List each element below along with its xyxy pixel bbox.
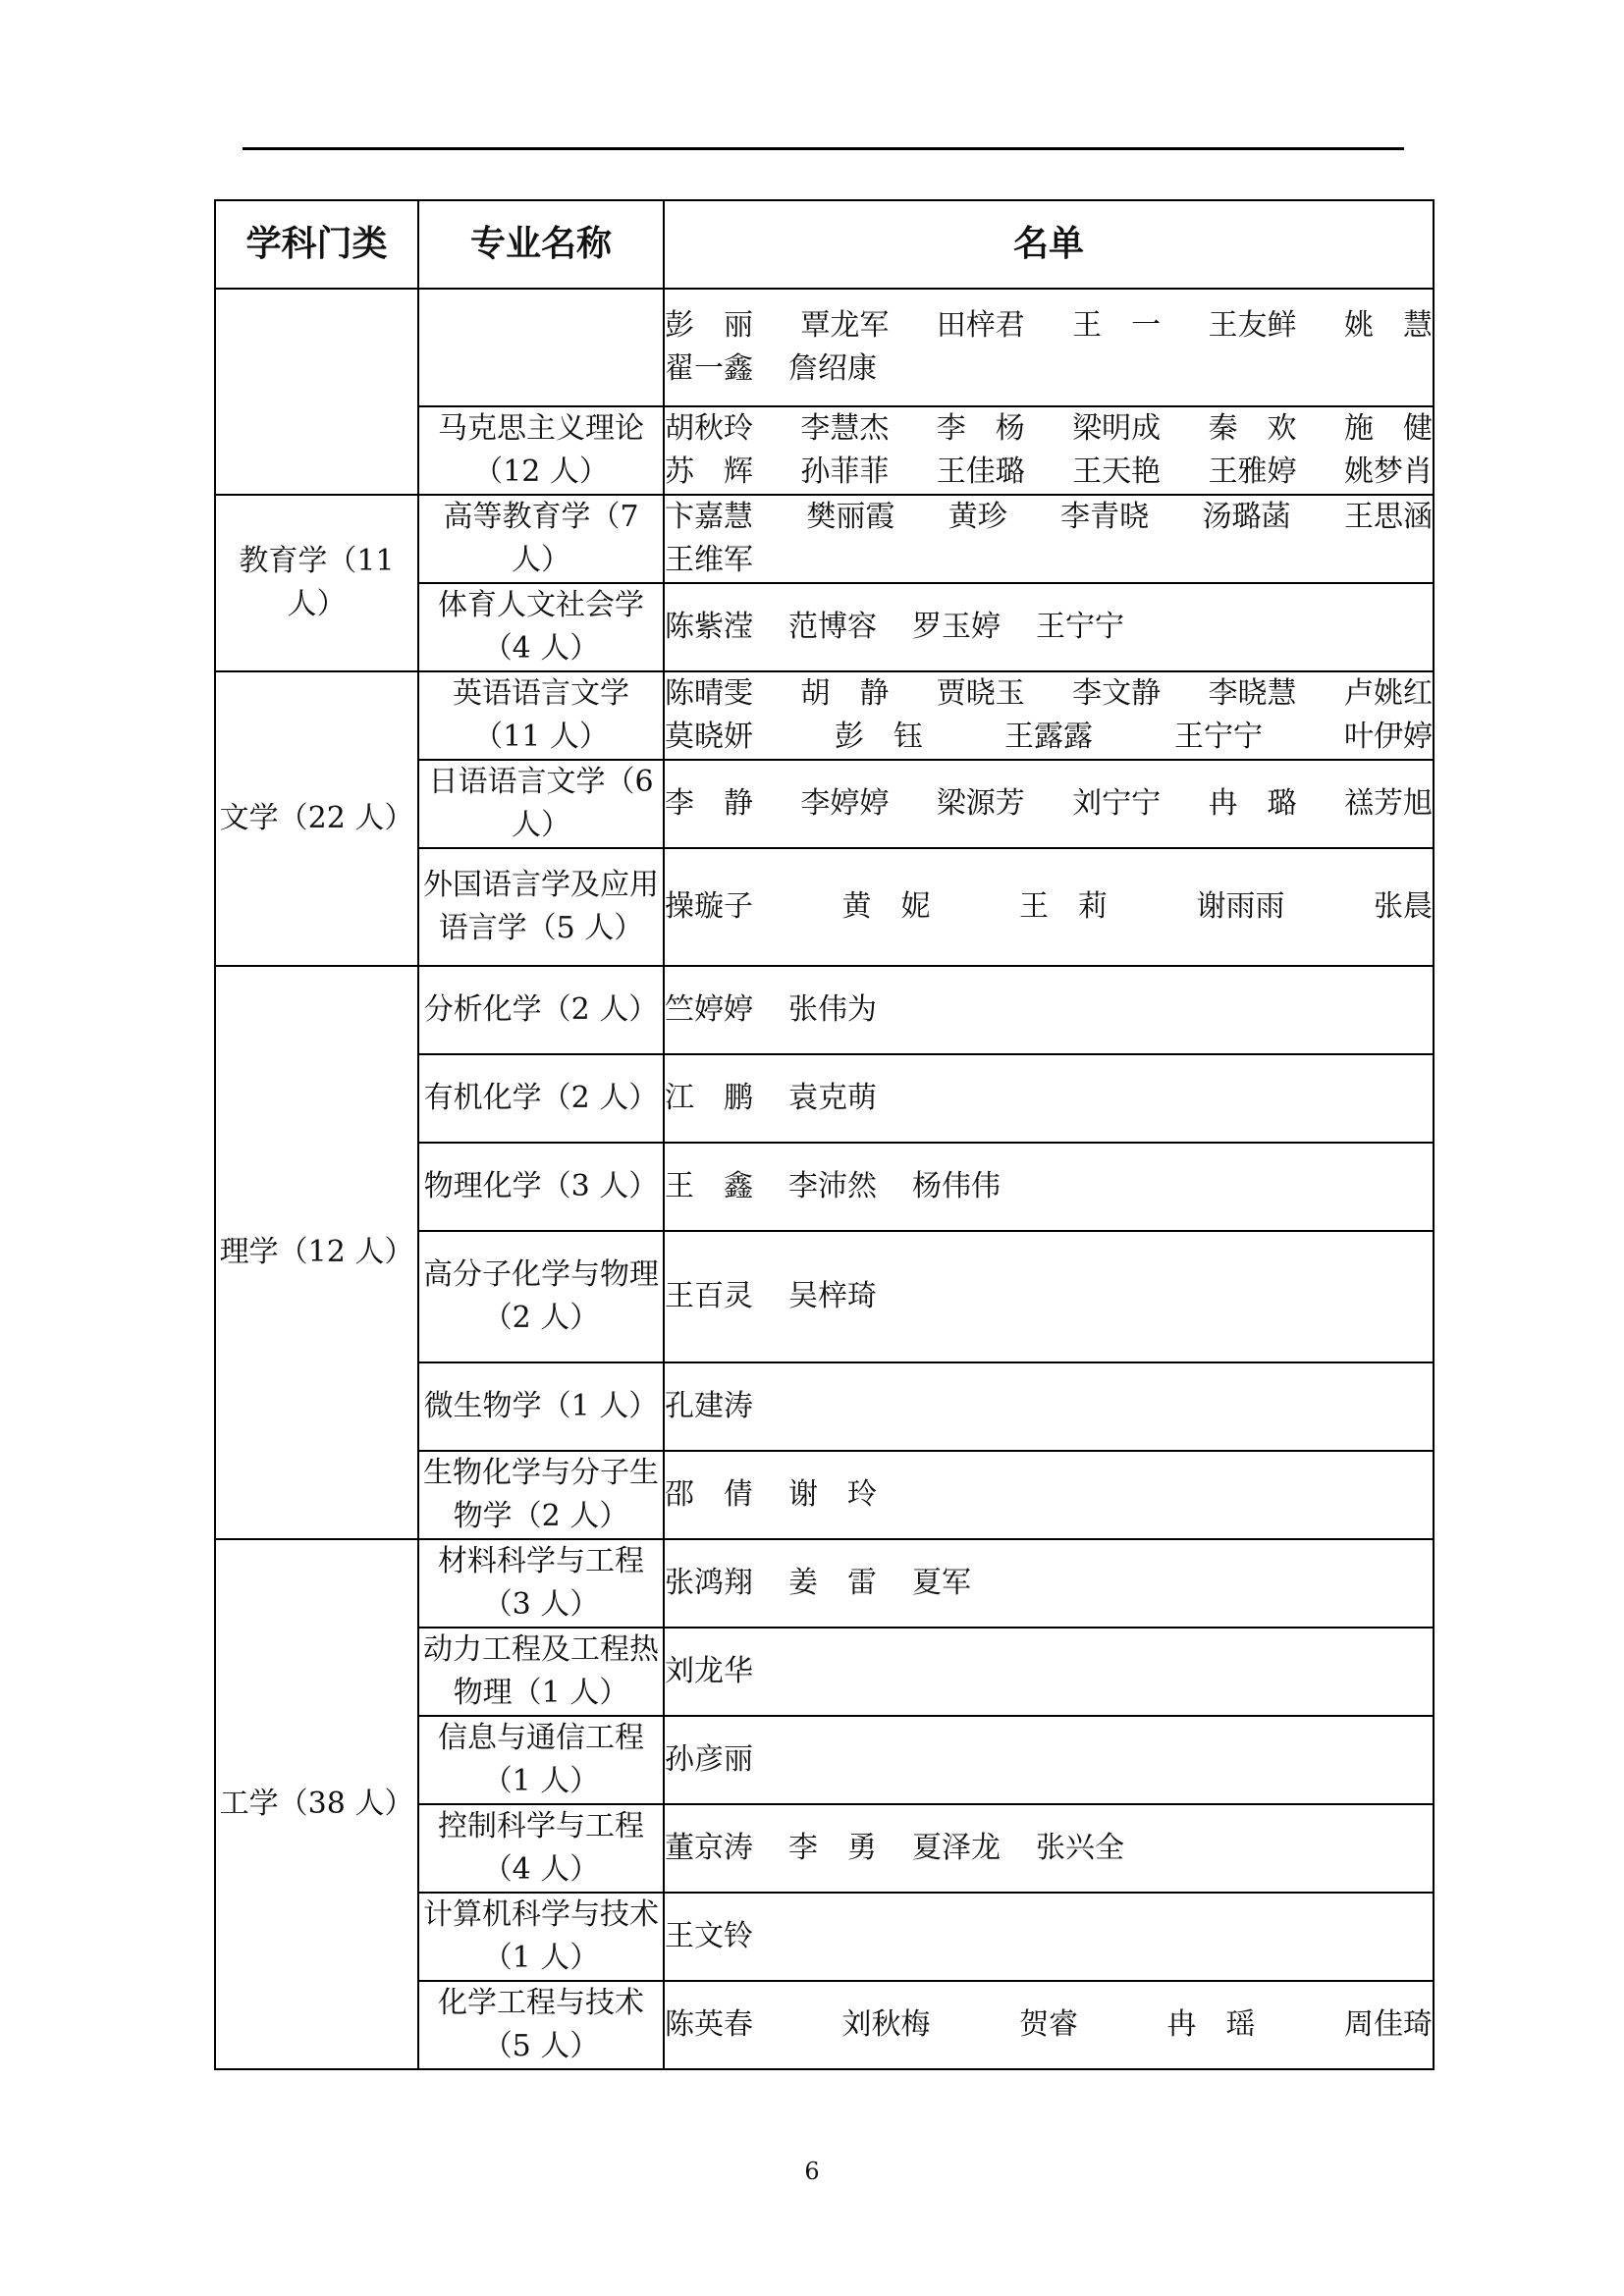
major-cell: 高分子化学与物理（2 人） <box>418 1231 664 1362</box>
student-name: 李慧杰 <box>800 411 890 446</box>
student-name: 陈紫滢 <box>665 610 753 644</box>
names-cell <box>664 1539 1434 1628</box>
student-name: 王宁宁 <box>1036 610 1124 644</box>
student-name: 王佳璐 <box>936 454 1025 489</box>
student-name: 李文静 <box>1072 676 1162 711</box>
student-name: 张鸿翔 <box>665 1566 753 1600</box>
student-name: 刘龙华 <box>665 1654 753 1688</box>
student-name: 李晓慧 <box>1208 676 1297 711</box>
student-name: 董京涛 <box>665 1831 753 1865</box>
names-cell <box>664 406 1434 495</box>
names-cell <box>664 1362 1434 1451</box>
student-name: 范博容 <box>788 610 877 644</box>
student-name: 王维军 <box>665 543 753 577</box>
student-name: 操璇子 <box>665 889 753 924</box>
major-cell: 马克思主义理论（12 人） <box>418 406 664 495</box>
category-cell <box>215 289 418 495</box>
names-cell <box>664 1981 1434 2069</box>
student-name: 胡秋玲 <box>665 411 753 446</box>
name-line <box>665 496 1433 539</box>
names-cell <box>664 1054 1434 1143</box>
category-cell: 工学（38 人） <box>215 1539 418 2069</box>
student-name: 莫晓妍 <box>665 720 753 754</box>
student-name: 梁源芳 <box>936 786 1025 821</box>
student-name: 姜 雷 <box>788 1566 877 1600</box>
student-name: 冉 瑶 <box>1166 2007 1256 2042</box>
name-line <box>665 347 1433 391</box>
student-name: 王思涵 <box>1343 500 1433 534</box>
student-name: 李青晓 <box>1060 500 1150 534</box>
table-header-row <box>215 200 1434 289</box>
student-name: 李 勇 <box>788 1831 877 1865</box>
student-name: 彭 钰 <box>835 720 923 754</box>
name-line <box>665 1915 1433 1958</box>
name-line <box>665 1275 1433 1318</box>
names-cell <box>664 289 1434 406</box>
student-name: 邵 倩 <box>665 1477 753 1512</box>
student-name: 王百灵 <box>665 1279 753 1313</box>
major-cell <box>418 289 664 406</box>
name-line <box>665 539 1433 582</box>
header-names: 名单 <box>664 200 1434 289</box>
name-line <box>665 606 1433 649</box>
student-name: 姚 慧 <box>1343 308 1433 343</box>
major-cell: 高等教育学（7 人） <box>418 495 664 583</box>
major-cell: 控制科学与工程（4 人） <box>418 1804 664 1893</box>
student-name: 施 健 <box>1343 411 1433 446</box>
name-line <box>665 451 1433 494</box>
name-line <box>665 1650 1433 1693</box>
student-name: 樊丽霞 <box>806 500 895 534</box>
category-cell: 教育学（11 人） <box>215 495 418 671</box>
student-name: 罗玉婷 <box>912 610 1001 644</box>
student-name: 谢 玲 <box>788 1477 877 1512</box>
major-cell: 物理化学（3 人） <box>418 1143 664 1231</box>
name-line <box>665 1165 1433 1208</box>
major-cell: 日语语言文学（6 人） <box>418 760 664 848</box>
major-cell: 英语语言文学（11 人） <box>418 671 664 760</box>
name-line <box>665 782 1433 826</box>
student-name: 孔建涛 <box>665 1389 753 1423</box>
student-name: 谢雨雨 <box>1196 889 1285 924</box>
names-cell <box>664 760 1434 848</box>
student-name: 田梓君 <box>936 308 1025 343</box>
student-name: 孙彦丽 <box>665 1742 753 1777</box>
page-number: 6 <box>804 2158 820 2185</box>
names-cell <box>664 583 1434 671</box>
student-name: 张晨 <box>1374 889 1433 924</box>
names-cell <box>664 1231 1434 1362</box>
major-cell: 材料科学与工程（3 人） <box>418 1539 664 1628</box>
major-cell: 化学工程与技术（5 人） <box>418 1981 664 2069</box>
names-cell <box>664 1451 1434 1539</box>
category-cell: 文学（22 人） <box>215 671 418 966</box>
student-name: 王 莉 <box>1019 889 1108 924</box>
student-name: 贾晓玉 <box>936 676 1025 711</box>
student-name: 袁克萌 <box>788 1081 877 1115</box>
header-category: 学科门类 <box>215 200 418 289</box>
major-cell: 有机化学（2 人） <box>418 1054 664 1143</box>
header-rule <box>243 147 1404 150</box>
category-cell: 理学（12 人） <box>215 966 418 1539</box>
major-cell: 体育人文社会学（4 人） <box>418 583 664 671</box>
major-cell: 生物化学与分子生物学（2 人） <box>418 1451 664 1539</box>
student-name: 李婷婷 <box>800 786 890 821</box>
student-name: 竺婷婷 <box>665 992 753 1027</box>
student-name: 王雅婷 <box>1208 454 1297 489</box>
table-row <box>215 1539 1434 1628</box>
name-line <box>665 1738 1433 1782</box>
student-name: 陈英春 <box>665 2007 753 2042</box>
student-name: 禚芳旭 <box>1343 786 1433 821</box>
names-cell <box>664 1628 1434 1716</box>
name-line <box>665 1827 1433 1870</box>
student-name: 卢姚红 <box>1343 676 1433 711</box>
table-row <box>215 671 1434 760</box>
student-name: 黄 妮 <box>841 889 931 924</box>
student-name: 李沛然 <box>788 1169 877 1203</box>
student-name: 詹绍康 <box>788 351 877 386</box>
name-line <box>665 1385 1433 1428</box>
student-name: 汤璐菡 <box>1202 500 1291 534</box>
student-name: 夏军 <box>912 1566 971 1600</box>
name-line <box>665 988 1433 1032</box>
student-name: 覃龙军 <box>800 308 890 343</box>
student-name: 王露露 <box>1004 720 1093 754</box>
student-name: 吴梓琦 <box>788 1279 877 1313</box>
table-row <box>215 495 1434 583</box>
student-name: 周佳琦 <box>1344 2007 1433 2042</box>
student-name: 李 静 <box>665 786 753 821</box>
names-cell <box>664 495 1434 583</box>
names-cell <box>664 1143 1434 1231</box>
table-row <box>215 289 1434 406</box>
student-name: 苏 辉 <box>665 454 753 489</box>
student-name: 冉 璐 <box>1208 786 1297 821</box>
major-cell: 外国语言学及应用语言学（5 人） <box>418 848 664 966</box>
header-major: 专业名称 <box>418 200 664 289</box>
name-line <box>665 407 1433 451</box>
name-line <box>665 1077 1433 1120</box>
student-name: 翟一鑫 <box>665 351 753 386</box>
table-body <box>215 289 1434 2069</box>
student-name: 彭 丽 <box>665 308 753 343</box>
table-row <box>215 966 1434 1054</box>
student-name: 梁明成 <box>1072 411 1162 446</box>
student-name: 张伟为 <box>788 992 877 1027</box>
student-name: 王友鲜 <box>1208 308 1297 343</box>
student-name: 王文铃 <box>665 1919 753 1953</box>
names-cell <box>664 671 1434 760</box>
student-name: 卞嘉慧 <box>665 500 753 534</box>
student-name: 贺睿 <box>1019 2007 1078 2042</box>
name-line <box>665 672 1433 716</box>
major-cell: 微生物学（1 人） <box>418 1362 664 1451</box>
student-name: 张兴全 <box>1036 1831 1124 1865</box>
student-name: 夏泽龙 <box>912 1831 1001 1865</box>
student-name: 刘宁宁 <box>1072 786 1162 821</box>
names-cell <box>664 1716 1434 1804</box>
student-name: 叶伊婷 <box>1344 720 1433 754</box>
major-cell: 信息与通信工程（1 人） <box>418 1716 664 1804</box>
student-name: 王天艳 <box>1072 454 1162 489</box>
name-line <box>665 2003 1433 2047</box>
student-name: 杨伟伟 <box>912 1169 1001 1203</box>
student-name: 胡 静 <box>800 676 890 711</box>
major-cell: 计算机科学与技术（1 人） <box>418 1893 664 1981</box>
student-name: 黄珍 <box>947 500 1007 534</box>
name-line <box>665 304 1433 347</box>
name-line <box>665 1473 1433 1517</box>
student-name: 秦 欢 <box>1208 411 1297 446</box>
roster-table <box>214 199 1435 2070</box>
student-name: 李 杨 <box>936 411 1025 446</box>
names-cell <box>664 1893 1434 1981</box>
major-cell: 动力工程及工程热物理（1 人） <box>418 1628 664 1716</box>
name-line <box>665 1562 1433 1605</box>
student-name: 王宁宁 <box>1174 720 1263 754</box>
names-cell <box>664 848 1434 966</box>
name-line <box>665 885 1433 929</box>
student-name: 孙菲菲 <box>800 454 890 489</box>
name-line <box>665 716 1433 759</box>
major-cell: 分析化学（2 人） <box>418 966 664 1054</box>
names-cell <box>664 966 1434 1054</box>
student-name: 陈晴雯 <box>665 676 753 711</box>
names-cell <box>664 1804 1434 1893</box>
student-name: 王 一 <box>1072 308 1162 343</box>
student-name: 王 鑫 <box>665 1169 753 1203</box>
student-name: 江 鹏 <box>665 1081 753 1115</box>
student-name: 姚梦肖 <box>1343 454 1433 489</box>
student-name: 刘秋梅 <box>841 2007 931 2042</box>
